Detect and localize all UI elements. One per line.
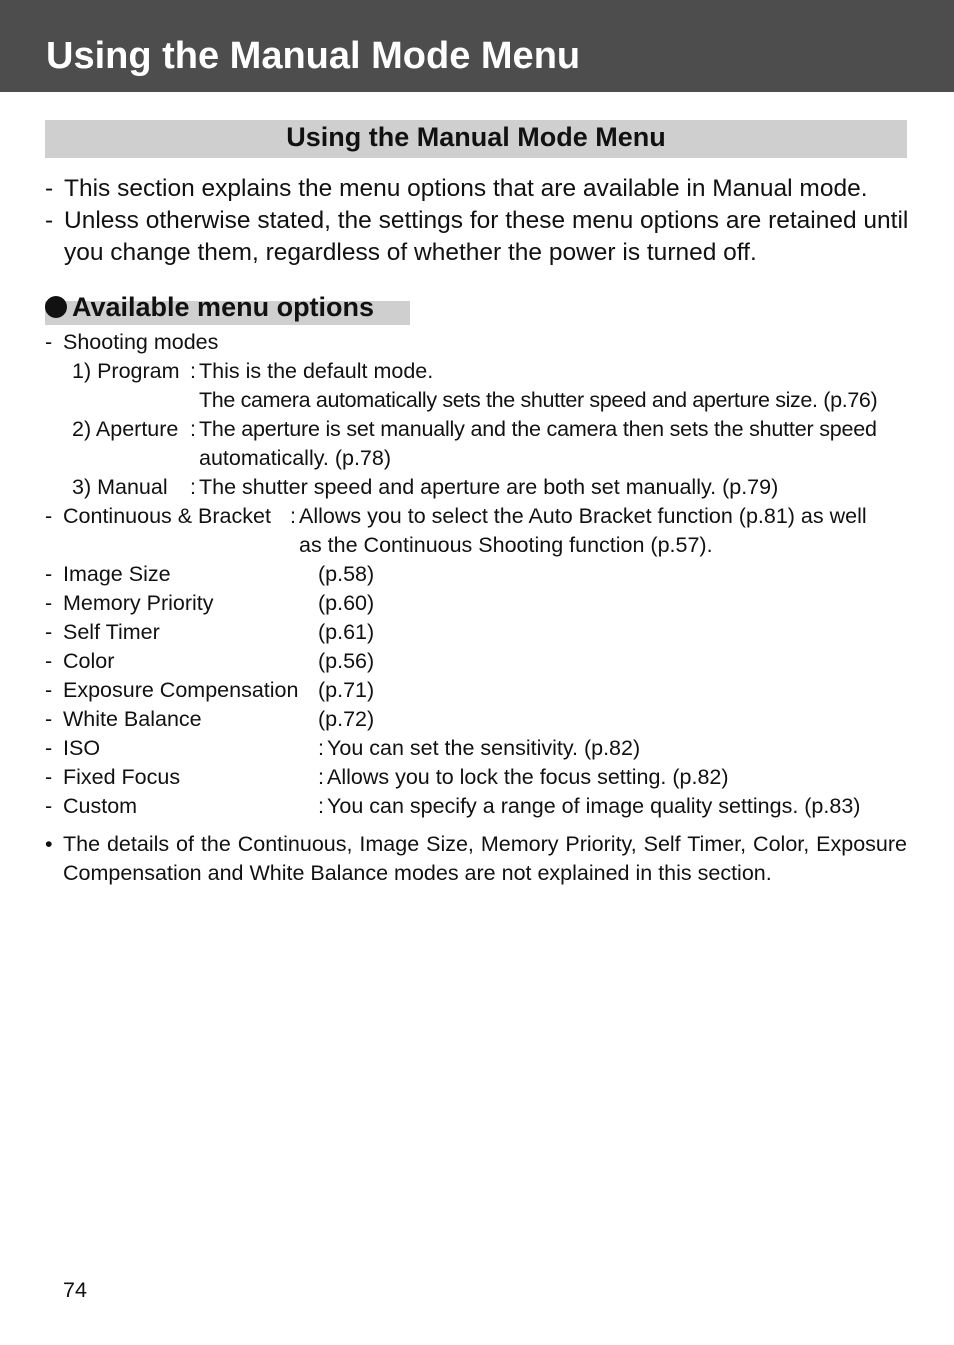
- option-label: Fixed Focus: [63, 765, 181, 789]
- option-description: Allows you to lock the focus setting. (p.82): [327, 765, 729, 789]
- colon: :: [318, 765, 324, 789]
- intro-item: [45, 173, 909, 205]
- list-item-white-balance: [45, 705, 907, 734]
- list-item-iso: [45, 734, 907, 763]
- colon: :: [190, 475, 196, 499]
- dash-marker: -: [45, 504, 53, 528]
- option-label: Color: [63, 649, 115, 673]
- mode-item-program-cont: [45, 386, 907, 415]
- dash-marker: -: [45, 678, 53, 702]
- page-reference: (p.58): [318, 562, 375, 586]
- menu-options-list: [45, 328, 907, 821]
- dash-marker: -: [45, 620, 53, 644]
- dash-marker: -: [45, 736, 53, 760]
- dash-marker: -: [45, 765, 53, 789]
- mode-item-aperture: [45, 415, 907, 444]
- page-reference: (p.71): [318, 678, 375, 702]
- intro-list: [45, 173, 909, 269]
- list-item-continuous-bracket: [45, 502, 907, 531]
- footnote-text: The details of the Continuous, Image Size, Memory Priority, Self Timer, Color, Exposure Compensation and White Balance modes are not explained in this section.: [63, 832, 907, 885]
- option-label: Self Timer: [63, 620, 160, 644]
- page-reference: (p.56): [318, 649, 375, 673]
- option-description: You can specify a range of image quality settings. (p.83): [327, 794, 861, 818]
- available-options-heading: [45, 290, 374, 324]
- dash-marker: -: [45, 207, 54, 234]
- option-label: White Balance: [63, 707, 202, 731]
- mode-item-aperture-cont: [45, 444, 907, 473]
- option-description: as the Continuous Shooting function (p.57).: [299, 533, 713, 557]
- shooting-modes-label: Shooting modes: [63, 330, 219, 354]
- colon: :: [190, 359, 196, 383]
- mode-item-program: [45, 357, 907, 386]
- page-reference: (p.61): [318, 620, 375, 644]
- option-label: ISO: [63, 736, 101, 760]
- list-item: [45, 328, 907, 357]
- dash-marker: -: [45, 649, 53, 673]
- option-description: Allows you to select the Auto Bracket function (p.81) as well: [299, 504, 867, 528]
- option-description: You can set the sensitivity. (p.82): [327, 736, 641, 760]
- list-item-exposure-compensation: [45, 676, 907, 705]
- mode-description: The shutter speed and aperture are both set manually. (p.79): [199, 475, 779, 499]
- mode-item-manual: [45, 473, 907, 502]
- mode-label: 2) Aperture: [72, 417, 179, 441]
- list-item-continuous-bracket-cont: [45, 531, 907, 560]
- option-label: Memory Priority: [63, 591, 214, 615]
- mode-description: The aperture is set manually and the camera then sets the shutter speed: [199, 417, 877, 441]
- colon: :: [190, 417, 196, 441]
- mode-label: 3) Manual: [72, 475, 168, 499]
- intro-text: Unless otherwise stated, the settings for these menu options are retained until you change them, regardless of whether the power is turned off.: [64, 207, 909, 266]
- page-reference: (p.60): [318, 591, 375, 615]
- bullet-disc-icon: [45, 296, 67, 318]
- page-header-title: Using the Manual Mode Menu: [46, 35, 581, 77]
- dash-marker: -: [45, 175, 54, 202]
- list-item-image-size: [45, 560, 907, 589]
- mode-description: automatically. (p.78): [199, 446, 391, 470]
- list-item-self-timer: [45, 618, 907, 647]
- option-label: Exposure Compensation: [63, 678, 299, 702]
- option-label: Continuous & Bracket: [63, 504, 271, 528]
- mode-description: This is the default mode.: [199, 359, 434, 383]
- page-reference: (p.72): [318, 707, 375, 731]
- dash-marker: -: [45, 562, 53, 586]
- dash-marker: -: [45, 330, 53, 354]
- list-item-custom: [45, 792, 907, 821]
- dash-marker: -: [45, 591, 53, 615]
- colon: :: [318, 736, 324, 760]
- mode-label: 1) Program: [72, 359, 180, 383]
- dash-marker: -: [45, 707, 53, 731]
- colon: :: [290, 504, 296, 528]
- list-item-color: [45, 647, 907, 676]
- dash-marker: -: [45, 794, 53, 818]
- intro-item: [45, 205, 909, 269]
- option-label: Image Size: [63, 562, 171, 586]
- mode-description: The camera automatically sets the shutter speed and aperture size. (p.76): [199, 388, 878, 412]
- footnote: [45, 830, 907, 888]
- bullet-dot-icon: •: [45, 832, 53, 856]
- available-options-heading-text: Available menu options: [72, 292, 375, 322]
- colon: :: [318, 794, 324, 818]
- list-item-fixed-focus: [45, 763, 907, 792]
- section-title: Using the Manual Mode Menu: [286, 122, 666, 152]
- intro-text: This section explains the menu options that are available in Manual mode.: [64, 175, 868, 202]
- page-number: 74: [63, 1278, 87, 1302]
- option-label: Custom: [63, 794, 138, 818]
- list-item-memory-priority: [45, 589, 907, 618]
